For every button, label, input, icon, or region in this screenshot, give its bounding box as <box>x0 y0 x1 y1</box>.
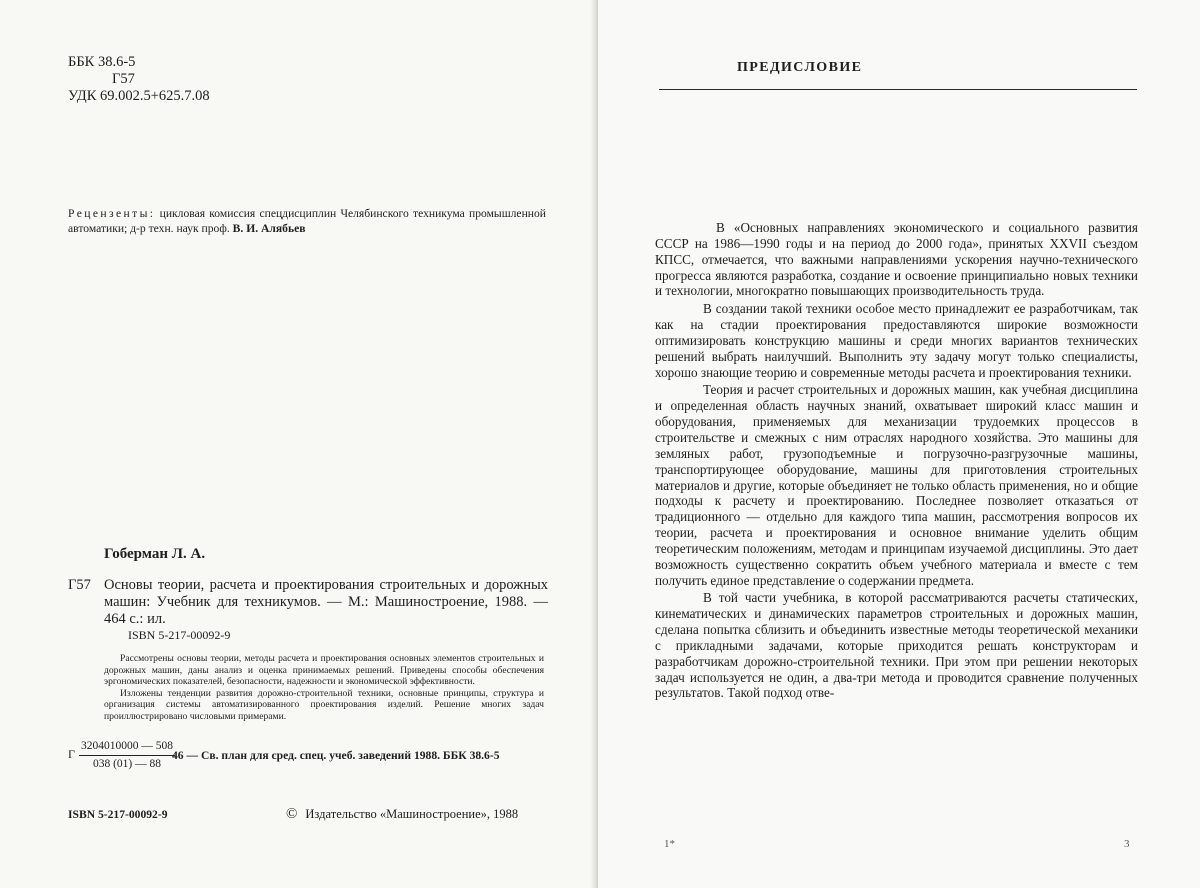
signature-mark: 1* <box>664 838 675 850</box>
code-denominator: 038 (01) — 88 <box>92 758 162 770</box>
isbn-line: ISBN 5-217-00092-9 <box>128 628 231 642</box>
copyright-line <box>286 806 518 823</box>
catalog-code: Г57 <box>68 577 91 593</box>
publication-plan: 46 — Св. план для сред. спец. учеб. заведений 1988. ББК 38.6-5 <box>172 749 500 762</box>
preface-paragraph: В «Основных направлениях экономического и социального развития СССР на 1986—1990 годы и на период до 2000 года», принятых XXVII съездом КПСС, отмечается, что важными направлениями ускорения научно-технического прогресса являются разработка, создание и освоение принципиально новых техники и технологии, многократно повышающих производительность труда. <box>655 220 1138 299</box>
preface-body <box>655 220 1138 703</box>
code-numerator: 3204010000 — 508 <box>79 739 175 756</box>
heading-rule <box>659 89 1137 90</box>
preface-heading: ПРЕДИСЛОВИЕ <box>737 60 863 75</box>
page-number: 3 <box>1124 838 1130 850</box>
preface-paragraph: Теория и расчет строительных и дорожных машин, как учебная дисциплина и определенная область научных знаний, охватывает широкий класс машин и оборудования, применяемых для механизации трудоемких процессов в строительстве и смежных с ним отраслях народного хозяйства. Это машины для земляных работ, грузоподъемные и погрузочно-разгрузочные машины, транспортирующее оборудование, машины для приготовления строительных материалов и другие, которые объединяет не только область применения, но и общие подходы к расчету и проектированию. Последнее позволяет отказаться от традиционного — отдельно для каждого типа машин, рассмотрения вопросов их теории, расчета и проектирования и основное внимание уделить общим теоретическим положениям, методам и принципам изучаемой дисциплины. Это дает возможность существенно сократить объем учебного материала и вместе с тем получить единое представление о содержании предмета. <box>655 382 1138 588</box>
left-page <box>0 0 596 888</box>
classification-block <box>68 54 210 105</box>
reviewers-text: цикловая комиссия спецдисциплин Челябинского техникума промышленной автоматики; д-р техн. наук проф. <box>68 207 546 235</box>
copyright-text: Издательство «Машиностроение», 1988 <box>305 807 519 821</box>
reviewers-block <box>68 206 546 236</box>
isbn-bottom: ISBN 5-217-00092-9 <box>68 808 168 821</box>
reviewer-name: В. И. Алябьев <box>232 222 306 235</box>
bbk-code: ББК 38.6-5 <box>68 54 136 70</box>
g-code: Г57 <box>112 71 135 87</box>
book-title-description: Основы теории, расчета и проектирования строительных и дорожных машин: Учебник для техникумов. — М.: Машиностроение, 1988. — 464 с.: ил. <box>104 577 548 627</box>
code-fraction <box>79 739 175 772</box>
annotation-paragraph: Изложены тенденции развития дорожно-строительной техники, основные принципы, структура и организация системы автоматизированного проектирования изделий. Решение многих задач проиллюстрировано числовыми примерами. <box>104 687 544 722</box>
reviewers-label: Рецензенты: <box>68 207 156 220</box>
udk-code: УДК 69.002.5+625.7.08 <box>68 88 210 104</box>
annotation-paragraph: Рассмотрены основы теории, методы расчета и проектирования основных элементов строительных и дорожных машин, даны анализ и оценка принимаемых решений. Приведены способы обеспечения эргономических показателей, безопасности, надежности и экономической эффективности. <box>104 653 544 688</box>
preface-paragraph: В той части учебника, в которой рассматриваются расчеты статических, кинематических и динамических параметров строительных и дорожных машин, сделана попытка сблизить и объединить известные методы теоретической механики с прикладными задачами, которые приходится решать конструкторам и разработчикам дорожно-строительной техники. При этом при решении некоторых задач используется не один, а два-три метода и проводится сравнение полученных результатов. Такой подход отве- <box>655 590 1138 701</box>
annotation <box>104 653 544 723</box>
code-prefix: Г <box>68 747 75 761</box>
preface-paragraph: В создании такой техники особое место принадлежит ее разработчикам, так как на стадии проектирования предоставляются широкие возможности оптимизировать конструкцию машины и среди многих вариантов технических решений выбрать наилучший. Выполнить эту задачу могут только специалисты, хорошо знающие теорию и современные методы расчета и проектирования техники. <box>655 301 1138 380</box>
copyright-icon: © <box>286 806 298 822</box>
author-name: Гоберман Л. А. <box>104 546 206 562</box>
